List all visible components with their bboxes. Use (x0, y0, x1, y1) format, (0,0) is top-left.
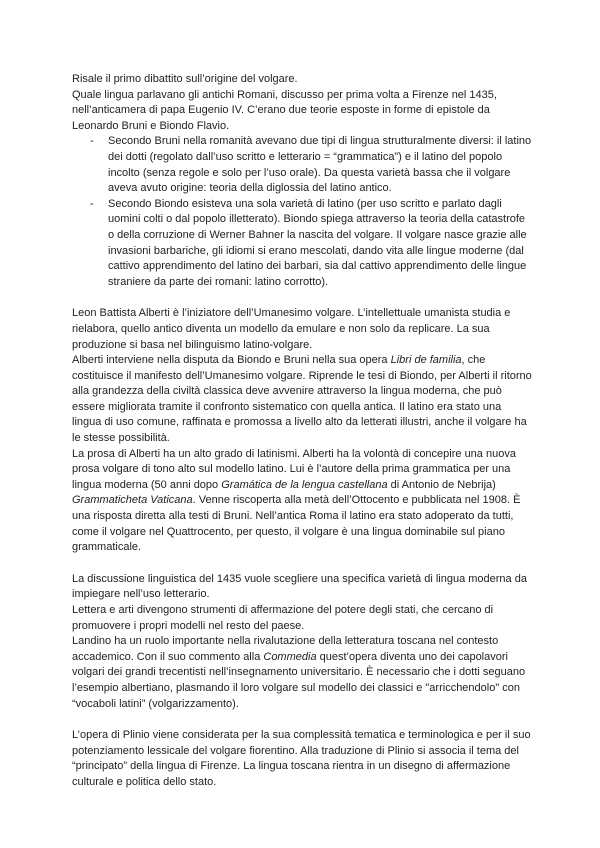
list-item-biondo: - Secondo Biondo esisteva una sola varietà di latino (per uso scritto e parlato dagli uomini colti o dal popolo illetterato). Biondo spiega attraverso la teoria della catastrofe o della corruzione di Werner Bahner la nascita del volgare. Il volgare nasce grazie alle invasioni barbariche, gli idiomi si erano mescolati, dando vita alle lingue moderne (dal cattivo apprendimento del latino dei barbari, sia dal cattivo apprendimento delle lingue straniere da parte dei romani: latino corrotto). (108, 197, 532, 291)
section-origine-volgare (72, 72, 532, 290)
text-run: . Venne riscoperta alla metà dell’Ottocento e pubblicata nel 1908. È una risposta diretta alla testi di Bruni. Nell’antica Roma il latino era stato adoperato da tutti, come il volgare nel Quattrocento, per questo, il volgare è una lingua dominabile sul piano grammaticale. (72, 494, 521, 554)
paragraph-spacer (72, 712, 532, 728)
work-title-grammaticheta-vaticana: Grammaticheta Vaticana (72, 494, 193, 507)
work-title-gramatica-castellana: Gramática de la lengua castellana (221, 478, 388, 491)
paragraph-alberti-umanesimo: Leon Battista Alberti è l’iniziatore dell’Umanesimo volgare. L’intellettuale umanista studia e rielabora, quello antico diventa un modello da emulare e non solo da replicare. La sua produzione si basa nel bilinguismo latino-volgare. (72, 307, 511, 351)
section-alberti (72, 306, 532, 556)
section-plinio (72, 728, 532, 790)
paragraph-lettere-arti: Lettera e arti divengono strumenti di affermazione del potere degli stati, che cercano di promuovere i propri modelli nel resto del paese. (72, 604, 494, 632)
document-page (72, 72, 532, 791)
paragraph-plinio: L’opera di Plinio viene considerata per la sua complessità tematica e terminologica e per il suo potenziamento lessicale del volgare fiorentino. Alla traduzione di Plinio si associa il tema del “principato” della lingua di Firenze. La lingua toscana rientra in un disegno di affermazione culturale e politica dello stato. (72, 729, 531, 788)
paragraph-alberti-prosa (72, 447, 532, 556)
text-run: , che costituisce il manifesto dell’Umanesimo volgare. Riprende le tesi di Biondo, per Alberti il ritorno alla grandezza della civiltà classica deve avvenire attraverso la lingua moderna, che può essere migliorata tramite il confronto sistematico con quella antica. Il latino era stato una lingua di uso comune, raffinata e promossa a livello alto da letterati illustri, anche il volgare ha le stesse possibilità. (72, 354, 532, 445)
text-run: Landino ha un ruolo importante nella rivalutazione della letteratura toscana nel contesto accademico. Con il suo commento alla (72, 635, 499, 663)
theories-list (72, 134, 532, 290)
work-title-libri-de-familia: Libri de familia (390, 354, 462, 367)
paragraph-spacer (72, 290, 532, 306)
text-run: Alberti interviene nella disputa da Biondo e Bruni nella sua opera (72, 354, 391, 367)
text-run: di Antonio de Nebrija) (387, 478, 496, 491)
text-run: quest’opera diventa uno dei capolavori volgari dei grandi trecentisti nell’insegnamento universitario. È necessario che i dotti seguano l’esempio albertiano, plasmando il loro volgare sul modello dei classici e "arricchendolo" con “vocaboli latini” (volgarizzamento). (72, 650, 526, 710)
work-title-commedia: Commedia (263, 650, 317, 663)
paragraph-intro: Risale il primo dibattito sull’origine del volgare. (72, 73, 298, 85)
section-discussione-1435 (72, 572, 532, 712)
paragraph-spacer (72, 556, 532, 572)
paragraph-landino (72, 634, 532, 712)
paragraph-dibattito-1435: Quale lingua parlavano gli antichi Romani, discusso per prima volta a Firenze nel 1435, nell’anticamera di papa Eugenio IV. C’erano due teorie esposte in forme di epistole da Leonardo Bruni e Biondo Flavio. (72, 88, 497, 132)
text-run: La prosa di Alberti ha un alto grado di latinismi. Alberti ha la volontà di concepire una nuova prosa volgare di tono alto sul modello latino. Lui è l’autore della prima grammatica per una lingua moderna (50 anni dopo (72, 447, 516, 491)
list-item-bruni: - Secondo Bruni nella romanità avevano due tipi di lingua strutturalmente diversi: il latino dei dotti (regolato dall’uso scritto e letterario = “grammatica”) e il latino del popolo incolto (senza regole e solo per l’uso orale). Da questa varietà bassa che il volgare aveva avuto origine: teoria della diglossia del latino antico. (108, 134, 532, 196)
paragraph-discussione: La discussione linguistica del 1435 vuole scegliere una specifica varietà di lingua moderna da impiegare nell’uso letterario. (72, 572, 527, 601)
paragraph-alberti-disputa (72, 353, 532, 447)
